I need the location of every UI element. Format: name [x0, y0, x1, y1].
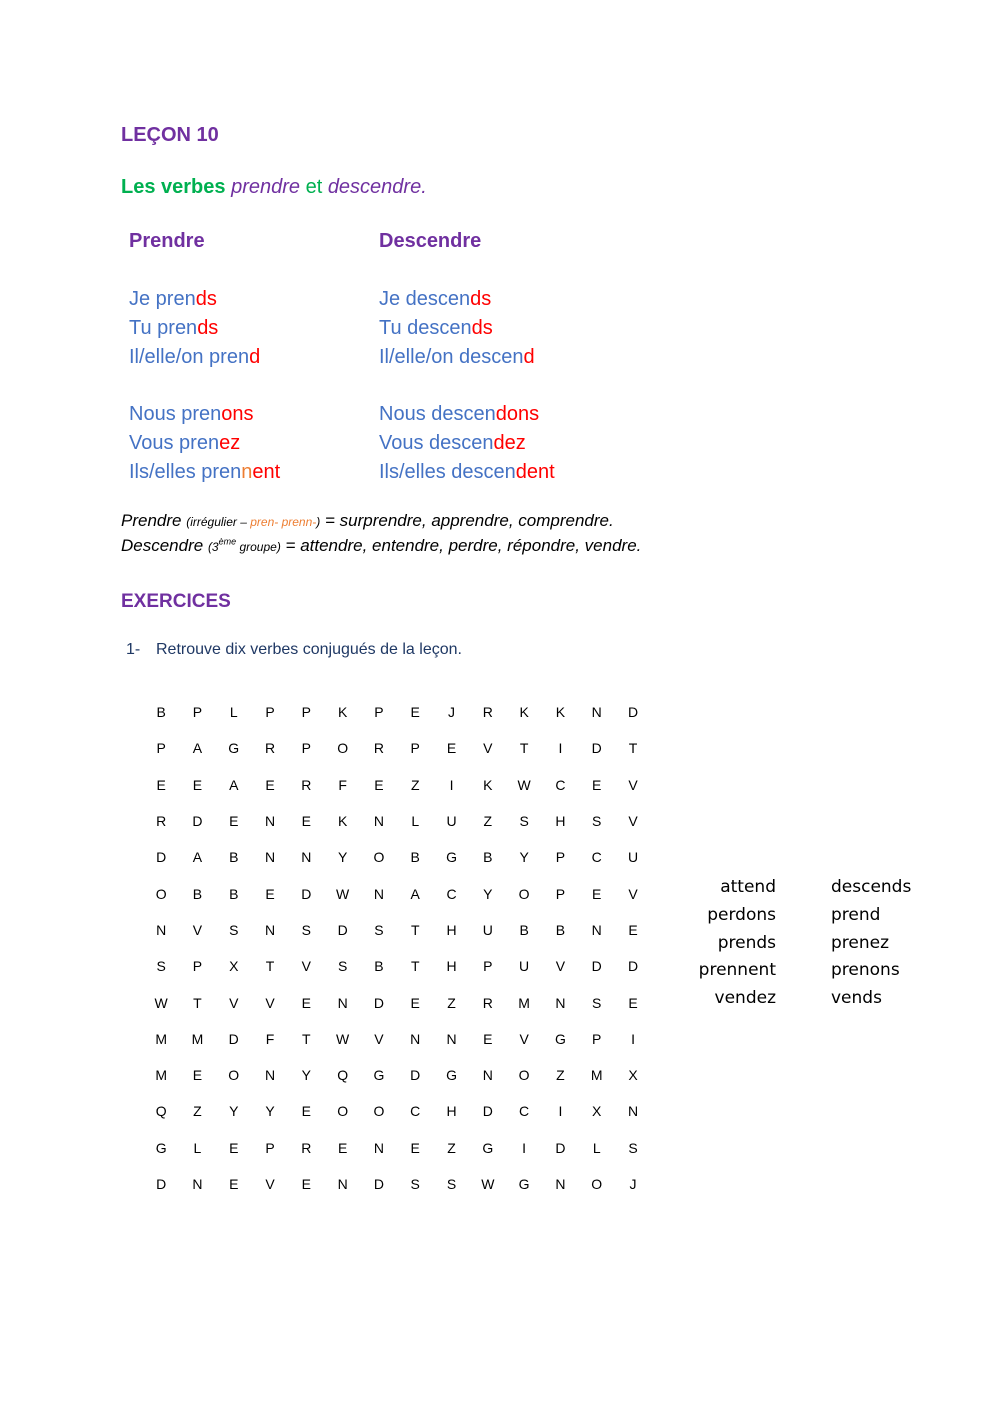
grid-cell[interactable]: E [337, 1139, 348, 1156]
grid-cell[interactable]: T [193, 994, 202, 1011]
grid-cell[interactable]: J [448, 704, 456, 721]
lesson-title: LEÇON 10 [121, 124, 219, 146]
prendre-heading: Prendre [129, 230, 205, 252]
grid-cell[interactable]: G [482, 1139, 494, 1156]
grid-cell[interactable]: N [337, 1176, 348, 1192]
grid-cell[interactable]: E [265, 885, 275, 902]
grid-cell[interactable]: O [373, 849, 385, 866]
grid-cell[interactable]: G [228, 740, 240, 757]
grid-cell[interactable]: M [191, 1030, 204, 1047]
grid-cell[interactable]: H [555, 813, 566, 830]
grid-cell[interactable]: E [410, 1139, 420, 1156]
grid-cell[interactable]: V [483, 740, 493, 757]
grid-cell[interactable]: M [518, 994, 530, 1011]
conj-line: Vous prenez [129, 432, 241, 454]
grid-cell[interactable]: B [555, 921, 566, 938]
grid-cell[interactable]: I [558, 1103, 563, 1120]
grid-cell[interactable]: P [265, 1139, 275, 1156]
grid-cell[interactable]: D [627, 958, 639, 975]
grid-cell[interactable]: O [591, 1176, 603, 1192]
grid-cell[interactable]: U [482, 921, 493, 938]
word-list-item: prenez [831, 932, 890, 953]
word-list-item: prend [831, 904, 881, 925]
grid-cell[interactable]: N [301, 849, 312, 866]
grid-row [143, 803, 651, 839]
grid-cell[interactable]: C [591, 849, 602, 866]
grid-cell[interactable]: K [337, 813, 348, 830]
grid-cell[interactable]: T [410, 958, 420, 975]
grid-row [143, 984, 651, 1020]
grid-cell[interactable]: B [229, 885, 239, 902]
grid-cell[interactable]: P [301, 704, 311, 721]
grid-cell[interactable]: N [482, 1067, 493, 1084]
grid-cell[interactable]: Z [447, 994, 456, 1011]
prendre-plural [129, 400, 280, 487]
grid-cell[interactable]: U [519, 958, 530, 975]
grid-cell[interactable]: D [591, 958, 602, 975]
grid-cell[interactable]: T [302, 1030, 311, 1047]
grid-cell[interactable]: O [155, 885, 167, 902]
grid-cell[interactable]: P [192, 958, 203, 975]
grid-cell[interactable]: H [446, 1103, 457, 1120]
grid-cell[interactable]: E [628, 921, 638, 938]
grid-cell[interactable]: C [519, 1103, 530, 1120]
conj-line: Tu descends [379, 317, 493, 339]
grid-cell[interactable]: V [628, 813, 638, 830]
conj-line: Ils/elles prennent [129, 461, 281, 483]
grid-cell[interactable]: I [449, 776, 454, 793]
grid-cell[interactable]: C [555, 776, 566, 793]
grid-cell[interactable]: S [337, 958, 348, 975]
grid-cell[interactable]: P [410, 740, 420, 757]
grid-cell[interactable]: F [265, 1030, 275, 1047]
grid-cell[interactable]: P [483, 958, 493, 975]
grid-cell[interactable]: P [265, 704, 275, 721]
grid-cell[interactable]: N [264, 849, 276, 866]
subtitle-part1: Les verbes [121, 176, 232, 198]
grid-cell[interactable]: L [193, 1139, 202, 1156]
word-list-item: perdons [707, 904, 776, 925]
grid-cell[interactable]: Z [447, 1139, 456, 1156]
grid-cell[interactable]: A [192, 849, 203, 866]
grid-cell[interactable]: K [483, 776, 493, 793]
grid-cell[interactable]: W [336, 1030, 350, 1047]
grid-cell[interactable]: V [555, 958, 566, 975]
grid-cell[interactable]: R [373, 740, 384, 757]
subtitle-part2: et [300, 176, 328, 198]
grid-cell[interactable]: E [592, 885, 602, 902]
grid-cell[interactable]: N [446, 1030, 457, 1047]
grid-cell[interactable]: G [518, 1176, 530, 1192]
grid-cell[interactable]: V [192, 921, 203, 938]
grid-cell[interactable]: H [446, 921, 457, 938]
grid-cell[interactable]: Q [155, 1103, 167, 1120]
grid-row [143, 948, 651, 984]
grid-cell[interactable]: W [336, 885, 350, 902]
word-list-item: prenons [831, 960, 900, 981]
grid-cell[interactable]: Y [483, 885, 493, 902]
grid-cell[interactable]: B [156, 704, 166, 721]
grid-cell[interactable]: L [411, 813, 420, 830]
descendre-singular [379, 285, 535, 372]
grid-cell[interactable]: E [301, 994, 311, 1011]
conj-line: Il/elle/on prend [129, 346, 261, 368]
grid-cell[interactable]: B [229, 849, 239, 866]
grid-cell[interactable]: N [627, 1103, 639, 1120]
grid-cell[interactable]: S [592, 813, 602, 830]
word-list-item: prennent [698, 960, 776, 981]
grid-cell[interactable]: D [156, 1176, 167, 1192]
grid-row [143, 1130, 651, 1166]
grid-cell[interactable]: U [627, 849, 639, 866]
grid-cell[interactable]: N [264, 813, 276, 830]
grid-cell[interactable]: S [301, 921, 311, 938]
grid-cell[interactable]: R [482, 994, 493, 1011]
grid-cell[interactable]: K [555, 704, 566, 721]
descendre-plural [379, 400, 555, 487]
descendre-heading: Descendre [379, 230, 482, 252]
grid-row [143, 912, 651, 948]
grid-cell[interactable]: B [374, 958, 384, 975]
grid-cell[interactable]: N [337, 994, 348, 1011]
grid-cell[interactable]: D [591, 740, 602, 757]
grid-cell[interactable]: S [229, 921, 239, 938]
grid-cell[interactable]: D [373, 994, 384, 1011]
grid-cell[interactable]: D [337, 921, 348, 938]
grid-cell[interactable]: N [156, 921, 167, 938]
grid-cell[interactable]: M [155, 1030, 167, 1047]
grid-cell[interactable]: R [156, 813, 167, 830]
grid-row [143, 694, 651, 730]
grid-cell[interactable]: M [155, 1067, 167, 1084]
grid-cell[interactable]: Z [556, 1067, 565, 1084]
grid-cell[interactable]: V [519, 1030, 529, 1047]
grid-cell[interactable]: P [555, 885, 566, 902]
grid-cell[interactable]: D [301, 885, 312, 902]
grid-cell[interactable]: D [373, 1176, 384, 1192]
conj-line: Je prends [129, 288, 217, 310]
grid-cell[interactable]: V [301, 958, 311, 975]
grid-row [143, 1093, 651, 1129]
grid-cell[interactable]: D [156, 849, 167, 866]
word-list-left [680, 874, 776, 1013]
grid-cell[interactable]: Z [193, 1103, 202, 1120]
exercise-text: Retrouve dix verbes conjugués de la leçon. [156, 641, 462, 658]
grid-cell[interactable]: N [373, 1139, 384, 1156]
grid-cell[interactable]: W [481, 1176, 495, 1192]
grid-cell[interactable]: E [301, 1103, 311, 1120]
conj-line: Il/elle/on descend [379, 346, 535, 368]
word-list-item: attend [720, 877, 776, 897]
grid-row [143, 1057, 651, 1093]
grid-cell[interactable]: E [192, 776, 203, 793]
grid-cell[interactable]: D [192, 813, 203, 830]
grid-cell[interactable]: V [265, 994, 275, 1011]
grid-cell[interactable]: D [627, 704, 639, 721]
grid-cell[interactable]: S [628, 1139, 638, 1156]
subtitle-verb-prendre: prendre [231, 176, 301, 198]
grid-cell[interactable]: S [410, 1176, 420, 1192]
grid-cell[interactable]: P [592, 1030, 602, 1047]
grid-cell[interactable]: X [229, 958, 239, 975]
grid-cell[interactable]: Y [229, 1103, 239, 1120]
exercise-instruction [126, 641, 462, 659]
grid-cell[interactable]: V [628, 885, 638, 902]
grid-cell[interactable]: Y [519, 849, 529, 866]
grid-cell[interactable]: Y [337, 849, 348, 866]
grid-cell[interactable]: O [337, 1103, 349, 1120]
grid-cell[interactable]: F [338, 776, 347, 793]
grid-cell[interactable]: D [555, 1139, 566, 1156]
grid-cell[interactable]: B [410, 849, 420, 866]
prendre-singular [129, 285, 260, 372]
grid-cell[interactable]: Y [301, 1067, 311, 1084]
grid-cell[interactable]: E [229, 1139, 239, 1156]
grid-cell[interactable]: N [555, 1176, 566, 1192]
grid-cell[interactable]: P [301, 740, 311, 757]
grid-cell[interactable]: E [628, 994, 638, 1011]
word-list-item: descends [831, 877, 912, 897]
grid-cell[interactable]: E [192, 1067, 203, 1084]
word-list-item: prends [717, 932, 776, 953]
grid-cell[interactable]: U [446, 813, 457, 830]
grid-row [143, 767, 651, 803]
grid-cell[interactable]: S [446, 1176, 457, 1192]
lesson-subtitle [121, 176, 427, 199]
grid-cell[interactable]: N [264, 921, 276, 938]
grid-row [143, 875, 651, 911]
grid-cell[interactable]: G [155, 1139, 167, 1156]
grid-cell[interactable]: S [519, 813, 529, 830]
grid-cell[interactable]: A [410, 885, 420, 902]
conj-line: Je descends [379, 288, 492, 310]
word-list-item: vendez [714, 988, 776, 1009]
grid-cell[interactable]: S [374, 921, 384, 938]
grid-cell[interactable]: R [301, 776, 312, 793]
grid-cell[interactable]: G [373, 1067, 385, 1084]
grid-cell[interactable]: E [229, 1176, 239, 1192]
grid-cell[interactable]: N [591, 704, 602, 721]
grid-cell[interactable]: Y [265, 1103, 275, 1120]
word-search-grid [143, 694, 651, 1202]
grid-row [143, 1021, 651, 1057]
grid-cell[interactable]: N [264, 1067, 276, 1084]
grid-cell[interactable]: E [229, 813, 239, 830]
grid-cell[interactable]: B [192, 885, 203, 902]
grid-row [143, 1166, 651, 1202]
grid-cell[interactable]: L [592, 1139, 601, 1156]
grid-cell[interactable]: E [446, 740, 457, 757]
grid-cell[interactable]: E [410, 704, 420, 721]
grid-cell[interactable]: K [519, 704, 529, 721]
grid-cell[interactable]: Q [337, 1067, 349, 1084]
grid-cell[interactable]: E [301, 813, 311, 830]
grid-cell[interactable]: E [156, 776, 166, 793]
grid-cell[interactable]: J [629, 1176, 637, 1192]
conj-line: Nous descendons [379, 403, 540, 425]
exercices-title: EXERCICES [121, 591, 231, 612]
grid-cell[interactable]: B [519, 921, 529, 938]
grid-cell[interactable]: E [410, 994, 420, 1011]
grid-cell[interactable]: V [628, 776, 638, 793]
conj-line: Tu prends [129, 317, 219, 339]
grid-cell[interactable]: V [374, 1030, 384, 1047]
grid-cell[interactable]: T [519, 740, 529, 757]
grid-cell[interactable]: E [301, 1176, 311, 1192]
grid-cell[interactable]: W [517, 776, 531, 793]
grid-cell[interactable]: Z [410, 776, 420, 793]
grid-cell[interactable]: O [373, 1103, 385, 1120]
grid-row [143, 730, 651, 766]
grid-cell[interactable]: G [446, 1067, 457, 1084]
grid-cell[interactable]: V [265, 1176, 275, 1192]
grid-cell[interactable]: G [446, 849, 457, 866]
grid-cell[interactable]: P [374, 704, 384, 721]
conj-line: Ils/elles descendent [379, 461, 555, 483]
grid-cell[interactable]: X [628, 1067, 638, 1084]
grid-cell[interactable]: E [374, 776, 384, 793]
grid-cell[interactable]: D [228, 1030, 239, 1047]
note-prendre: Prendre (irrégulier – pren- prenn-) = surprendre, apprendre, comprendre. [121, 511, 614, 530]
grid-cell[interactable]: R [264, 740, 276, 757]
grid-cell[interactable]: R [301, 1139, 312, 1156]
grid-cell[interactable]: N [555, 994, 566, 1011]
grid-cell[interactable]: T [628, 740, 638, 757]
grid-cell[interactable]: A [192, 740, 203, 757]
grid-cell[interactable]: G [554, 1030, 566, 1047]
grid-cell[interactable]: C [446, 885, 457, 902]
grid-cell[interactable]: P [156, 740, 166, 757]
grid-cell[interactable]: P [192, 704, 203, 721]
grid-cell[interactable]: E [483, 1030, 493, 1047]
grid-cell[interactable]: N [373, 813, 384, 830]
exercise-number: 1- [126, 641, 141, 658]
grid-cell[interactable]: K [337, 704, 348, 721]
grid-cell[interactable]: N [373, 885, 384, 902]
grid-cell[interactable]: N [591, 921, 602, 938]
grid-cell[interactable]: S [156, 958, 166, 975]
grid-cell[interactable]: C [410, 1103, 421, 1120]
grid-cell[interactable]: O [518, 1067, 530, 1084]
grid-row [143, 839, 651, 875]
grid-cell[interactable]: W [154, 994, 168, 1011]
note-descendre: Descendre (3ème groupe) = attendre, entendre, perdre, répondre, vendre. [121, 536, 642, 555]
grid-cell[interactable]: O [337, 740, 349, 757]
subtitle-verb-descendre: descendre. [327, 176, 427, 198]
conj-line: Nous prenons [129, 403, 254, 425]
grid-cell[interactable]: N [192, 1176, 203, 1192]
grid-cell[interactable]: O [518, 885, 530, 902]
grid-cell[interactable]: Z [483, 813, 493, 830]
grid-cell[interactable]: I [558, 740, 563, 757]
grid-cell[interactable]: P [555, 849, 566, 866]
grid-cell[interactable]: D [410, 1067, 421, 1084]
grid-cell[interactable]: I [631, 1030, 635, 1047]
grid-cell[interactable]: E [592, 776, 602, 793]
grid-cell[interactable]: R [482, 704, 493, 721]
grid-cell[interactable]: I [522, 1139, 527, 1156]
grid-cell[interactable]: T [265, 958, 275, 975]
grid-cell[interactable]: V [229, 994, 239, 1011]
grid-cell[interactable]: L [229, 704, 238, 721]
grid-cell[interactable]: E [265, 776, 275, 793]
grid-cell[interactable]: T [410, 921, 420, 938]
grid-cell[interactable]: S [592, 994, 602, 1011]
grid-cell[interactable]: X [592, 1103, 602, 1120]
word-list-item: vends [831, 988, 882, 1009]
grid-cell[interactable]: O [228, 1067, 240, 1084]
grid-cell[interactable]: H [446, 958, 457, 975]
word-list-right [831, 874, 931, 1013]
grid-cell[interactable]: A [229, 776, 239, 793]
grid-cell[interactable]: M [590, 1067, 603, 1084]
grid-cell[interactable]: B [483, 849, 493, 866]
grid-cell[interactable]: N [410, 1030, 421, 1047]
grid-cell[interactable]: D [482, 1103, 493, 1120]
conj-line: Vous descendez [379, 432, 526, 454]
